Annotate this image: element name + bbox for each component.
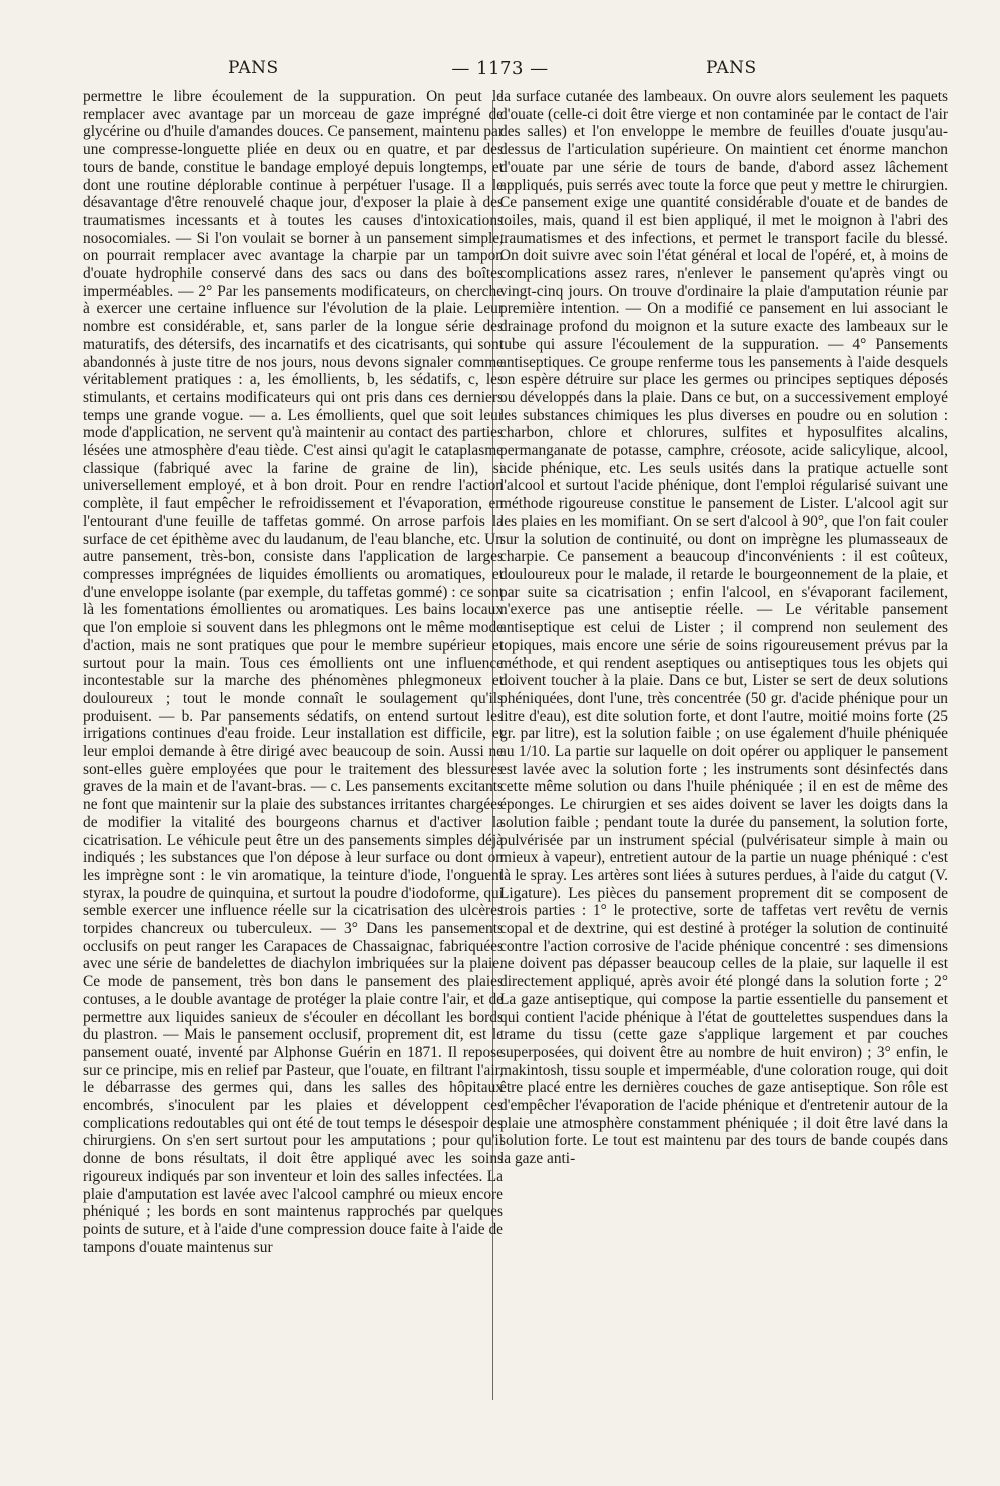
running-head-right: PANS [706, 58, 757, 78]
right-column-text: la surface cutanée des lambeaux. On ouvre alors seulement les paquets d'ouate (celle-ci doit être vierge et non contaminée par le contact de l'air des salles) et l'on enveloppe le membre de feuilles d'ouate jusqu'au-dessus de l'articulation supérieure. On maintient cet énorme manchon d'ouate par une série de tours de bande, d'abord assez lâchement appliqués, puis serrés avec toute la force que peut y mettre le chirurgien. Ce pansement exige une quantité considérable d'ouate et de bandes de toiles, mais, quand il est bien appliqué, il met le moignon à l'abri des traumatismes et des infections, et permet le transport facile du blessé. On doit suivre avec soin l'état général et local de l'opéré, et, à moins de complications assez rares, n'enlever le pansement qu'après vingt ou vingt-cinq jours. On trouve d'ordinaire la plaie d'amputation réunie par première intention. — On a modifié ce pansement en lui associant le drainage profond du moignon et la suture exacte des lambeaux sur le tube qui assure l'écoulement de la suppuration. — 4° Pansements antiseptiques. Ce groupe renferme tous les pansements à l'aide desquels on espère détruire sur place les germes ou principes septiques déposés ou développés dans la plaie. Dans ce but, on a successivement employé les substances chimiques les plus diverses en poudre ou en solution : charbon, chlore et chlorures, sulfites et hyposulfites alcalins, permanganate de potasse, camphre, créosote, acide salicylique, alcool, acide phénique, etc. Les seuls usités dans la pratique actuelle sont l'alcool et surtout l'acide phénique, dont l'emploi régularisé suivant une méthode rigoureuse constitue le pansement de Lister. L'alcool agit sur les plaies en les momifiant. On se sert d'alcool à 90°, que l'on fait couler sur la solution de continuité, ou dont on imprègne les plumasseaux de charpie. Ce pansement a beaucoup d'inconvénients : il est coûteux, douloureux pour le malade, il retarde le bourgeonnement de la plaie, et par suite sa cicatrisation ; enfin l'alcool, en s'évaporant facilement, n'exerce pas une antiseptie réelle. — Le véritable pansement antiseptique est celui de Lister ; il comprend non seulement des topiques, mais encore une série de soins rigoureusement prévus par la méthode, et qui rendent aseptiques ou antiseptiques tous les objets qui doivent toucher à la plaie. Dans ce but, Lister se sert de deux solutions phéniquées, dont l'une, très concentrée (50 gr. d'acide phénique pour un litre d'eau), est dite solution forte, et dont l'autre, moitié moins forte (25 gr. par litre), est la solution faible ; on use également d'huile phéniquée au 1/10. La partie sur laquelle on doit opérer ou appliquer le pansement est lavée avec la solution forte ; les instruments sont désinfectés dans cette même solution ou dans l'huile phéniquée ; il en est de même des éponges. Le chirurgien et ses aides doivent se laver les doigts dans la solution faible ; pendant toute la durée du pansement, la solution forte, pulvérisée par un instrument spécial (pulvérisateur simple à main ou mieux à vapeur), entretient autour de la partie un nuage phéniqué : c'est là le spray. Les artères sont liées à sutures perdues, à l'aide du catgut (V. Ligature). Les pièces du pansement proprement dit se composent de trois parties : 1° le protective, sorte de taffetas vert revêtu de vernis copal et de dextrine, qui est destiné à protéger la solution de continuité contre l'action corrosive de l'acide phénique concentré : ses dimensions ne doivent pas dépasser beaucoup celles de la plaie, sur laquelle il est directement appliqué, après avoir été plongé dans la solution forte ; 2° La gaze antiseptique, qui compose la partie essentielle du pansement et qui contient l'acide phénique à l'état de gouttelettes suspendues dans la trame du tissu (cette gaze s'applique largement et par couches superposées, qui doivent être au nombre de huit environ) ; 3° enfin, le makintosh, tissu souple et imperméable, d'une coloration rouge, qui doit être placé entre les dernières couches de gaze antiseptique. Son rôle est d'empêcher l'évaporation de l'acide phénique et d'entretenir autour de la plaie une atmosphère constamment phéniquée ; il doit être lavé dans la solution forte. Le tout est maintenu par des tours de bande coupés dans la gaze anti- [500, 88, 948, 1168]
left-column [83, 88, 503, 1256]
right-column [500, 88, 948, 1168]
running-head-left: PANS [228, 58, 279, 78]
left-column-text: permettre le libre écoulement de la suppuration. On peut le remplacer avec avantage par un morceau de gaze imprégné de glycérine ou d'huile d'amandes douces. Ce pansement, maintenu par une compresse-longuette pliée en deux ou en quatre, et par des tours de bande, constitue le bandage employé depuis longtemps, et dont une routine déplorable continue à perpétuer l'usage. Il a le désavantage d'être renouvelé chaque jour, d'exposer la plaie à des traumatismes incessants et à toutes les causes d'intoxications nosocomiales. — Si l'on voulait se borner à un pansement simple, on pourrait remplacer avec avantage la charpie par un tampon d'ouate hydrophile conservé dans des sacs ou dans des boîtes imperméables. — 2° Par les pansements modificateurs, on cherche à exercer une certaine influence sur l'évolution de la plaie. Leur nombre est considérable, et, sans parler de la longue série des maturatifs, des détersifs, des incarnatifs et des cicatrisants, qui sont abandonnés à juste titre de nos jours, nous devons signaler comme véritablement pratiques : a, les émollients, b, les sédatifs, c, les stimulants, et certains modificateurs qui ont pris dans ces derniers temps une grande vogue. — a. Les émollients, quel que soit leur mode d'application, ne servent qu'à maintenir au contact des parties lésées une atmosphère d'eau tiède. C'est ainsi qu'agit le cataplasme classique (fabriqué avec la farine de graine de lin), si universellement employé, et à bon droit. Pour en rendre l'action complète, il faut empêcher le refroidissement et l'évaporation, en l'entourant d'une feuille de taffetas gommé. On arrose parfois la surface de cet épithème avec du laudanum, de l'eau blanche, etc. Un autre pansement, très-bon, consiste dans l'application de larges compresses imprégnées de liquides émollients ou aromatiques, et d'une enveloppe isolante (par exemple, du taffetas gommé) : ce sont là les fomentations émollientes ou aromatiques. Les bains locaux que l'on emploie si souvent dans les phlegmons ont le même mode d'action, mais ne sont pratiques que pour le membre supérieur et surtout pour la main. Tous ces émollients ont une influence incontestable sur la marche des phénomènes phlegmoneux et douloureux ; tout le monde connaît le soulagement qu'ils produisent. — b. Par pansements sédatifs, on entend surtout les irrigations continues d'eau froide. Leur installation est difficile, et leur emploi demande à être dirigé avec beaucoup de soin. Aussi ne sont-elles guère employées que pour le traitement des blessures graves de la main et de l'avant-bras. — c. Les pansements excitants ne font que maintenir sur la plaie des substances irritantes chargées de modifier la vitalité des bourgeons charnus et d'activer la cicatrisation. Le véhicule peut être un des pansements simples déjà indiqués ; les substances que l'on dépose à leur surface ou dont on les imprègne sont : le vin aromatique, la teinture d'iode, l'onguent styrax, la poudre de quinquina, et surtout la poudre d'iodoforme, qui semble exercer une influence réelle sur la cicatrisation des ulcères torpides chancreux ou tuberculeux. — 3° Dans les pansements occlusifs on peut ranger les Carapaces de Chassaignac, fabriquées avec une série de bandelettes de diachylon imbriquées sur la plaie. Ce mode de pansement, très bon dans le pansement des plaies contuses, a le double avantage de protéger la plaie contre l'air, et de permettre aux liquides sanieux de s'écouler en décollant les bords du plastron. — Mais le pansement occlusif, proprement dit, est le pansement ouaté, inventé par Alphonse Guérin en 1871. Il repose sur ce principe, mis en relief par Pasteur, que l'ouate, en filtrant l'air, le débarrasse des germes qui, dans les salles des hôpitaux encombrés, s'inoculent par les plaies et développent ces complications redoutables qui ont été de tout temps le désespoir des chirurgiens. On s'en sert surtout pour les amputations ; pour qu'il donne de bons résultats, il doit être appliqué avec les soins rigoureux indiqués par son inventeur et loin des salles infectées. La plaie d'amputation est lavée avec l'alcool camphré ou mieux encore phéniqué ; les bords en sont maintenus rapprochés par quelques points de suture, et à l'aide d'une compression douce faite à l'aide de tampons d'ouate maintenus sur [83, 88, 503, 1256]
page-number: — 1173 — [451, 58, 549, 79]
